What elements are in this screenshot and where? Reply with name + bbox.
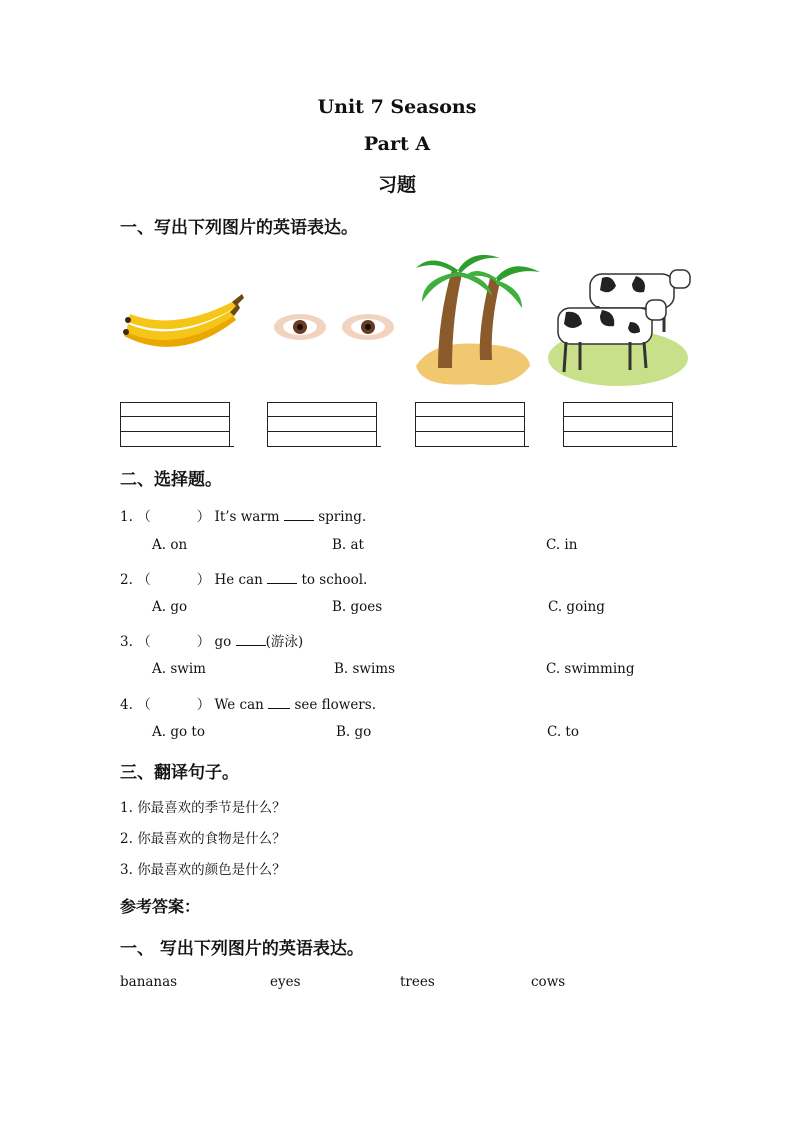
question-number: 4. bbox=[120, 697, 133, 713]
question-number: 2. bbox=[120, 572, 133, 588]
eyes-icon bbox=[270, 308, 398, 346]
item-text: 你最喜欢的颜色是什么？ bbox=[137, 862, 286, 878]
translate-item-2 bbox=[120, 827, 286, 847]
answer-paren-open: （ bbox=[137, 634, 151, 650]
question-text-post: spring. bbox=[318, 509, 367, 525]
answers-section1-heading: 一、 写出下列图片的英语表达。 bbox=[120, 939, 364, 959]
question-text-pre: We can bbox=[214, 697, 264, 713]
fill-blank[interactable] bbox=[236, 633, 266, 646]
question-text-post: (游泳) bbox=[265, 634, 304, 650]
item-text: 你最喜欢的食物是什么？ bbox=[137, 831, 286, 847]
option-c[interactable]: C. to bbox=[547, 724, 579, 740]
answer-paren-close: ） bbox=[196, 509, 211, 525]
palm-tree-icon bbox=[412, 248, 544, 390]
answer-paren-open: （ bbox=[137, 697, 151, 713]
fill-blank[interactable] bbox=[284, 508, 314, 521]
answer-paren-close: ） bbox=[196, 572, 211, 588]
question-3 bbox=[120, 630, 303, 650]
answer-word-2: eyes bbox=[270, 974, 301, 990]
fill-blank[interactable] bbox=[267, 571, 297, 584]
option-a[interactable]: A. swim bbox=[152, 661, 206, 677]
answer-paren-close: ） bbox=[196, 634, 211, 650]
answers-heading: 参考答案： bbox=[120, 897, 201, 916]
option-b[interactable]: B. goes bbox=[332, 599, 383, 615]
answer-word-4: cows bbox=[531, 974, 566, 990]
question-text-post: to school. bbox=[301, 572, 368, 588]
section1-heading: 一、写出下列图片的英语表达。 bbox=[120, 218, 358, 238]
option-c[interactable]: C. swimming bbox=[546, 661, 635, 677]
cows-icon bbox=[546, 260, 696, 388]
question-text-pre: go bbox=[214, 634, 232, 650]
page-subtitle: 习题 bbox=[377, 174, 416, 196]
question-2 bbox=[120, 568, 367, 588]
question-text-pre: He can bbox=[214, 572, 263, 588]
option-a[interactable]: A. go bbox=[152, 599, 188, 615]
page-title: Unit 7 Seasons bbox=[317, 96, 477, 118]
translate-item-3 bbox=[120, 858, 286, 878]
question-text-post: see flowers. bbox=[294, 697, 376, 713]
option-c[interactable]: C. going bbox=[548, 599, 605, 615]
section2-heading: 二、选择题。 bbox=[120, 470, 222, 490]
question-1 bbox=[120, 505, 366, 525]
option-c[interactable]: C. in bbox=[546, 537, 578, 553]
question-number: 3. bbox=[120, 634, 133, 650]
option-b[interactable]: B. swims bbox=[334, 661, 396, 677]
item-text: 你最喜欢的季节是什么？ bbox=[137, 800, 286, 816]
section3-heading: 三、翻译句子。 bbox=[120, 763, 239, 783]
writing-lines-4[interactable] bbox=[563, 402, 673, 446]
writing-lines-2[interactable] bbox=[267, 402, 377, 446]
option-b[interactable]: B. at bbox=[332, 537, 364, 553]
fill-blank[interactable] bbox=[268, 696, 290, 709]
writing-lines-3[interactable] bbox=[415, 402, 525, 446]
question-number: 1. bbox=[120, 509, 133, 525]
option-a[interactable]: A. go to bbox=[152, 724, 205, 740]
question-4 bbox=[120, 693, 376, 713]
answer-paren-open: （ bbox=[137, 509, 151, 525]
question-text-pre: It’s warm bbox=[214, 509, 280, 525]
answer-paren-open: （ bbox=[137, 572, 151, 588]
option-b[interactable]: B. go bbox=[336, 724, 372, 740]
page-part: Part A bbox=[363, 133, 431, 155]
writing-lines-1[interactable] bbox=[120, 402, 230, 446]
option-a[interactable]: A. on bbox=[152, 537, 188, 553]
banana-icon bbox=[120, 292, 246, 364]
item-number: 2. bbox=[120, 831, 133, 847]
answer-word-3: trees bbox=[400, 974, 435, 990]
answer-word-1: bananas bbox=[120, 974, 178, 990]
item-number: 3. bbox=[120, 862, 133, 878]
item-number: 1. bbox=[120, 800, 133, 816]
answer-paren-close: ） bbox=[196, 697, 211, 713]
translate-item-1 bbox=[120, 796, 286, 816]
